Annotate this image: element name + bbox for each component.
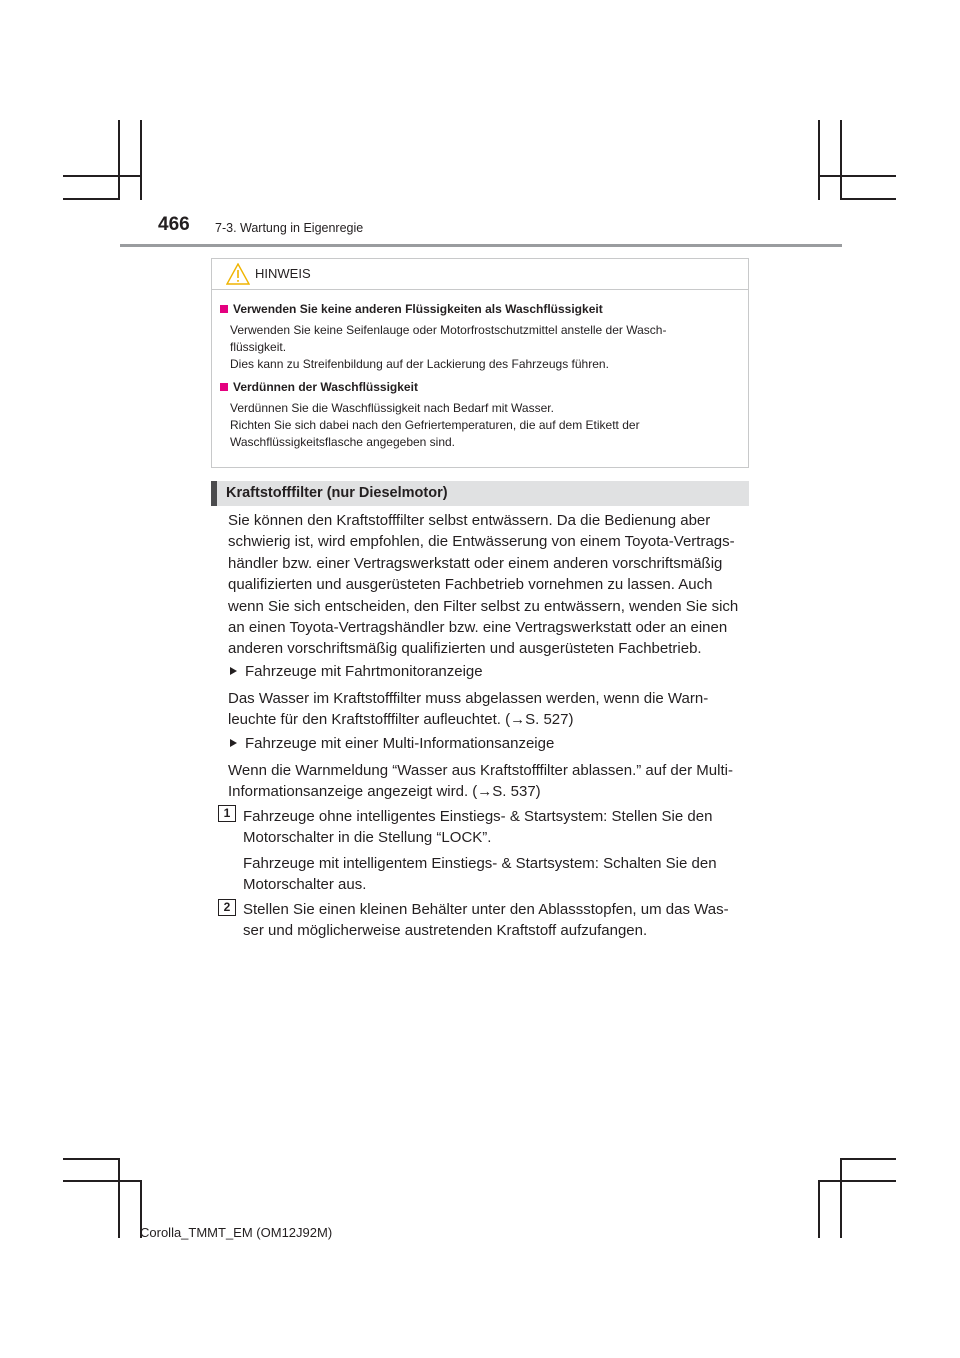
crop-mark (63, 198, 119, 200)
intro-line: Sie können den Kraftstofffilter selbst entwässern. Da die Bedienung aber (228, 512, 711, 529)
step-text: Motorschalter in die Stellung “LOCK”. (243, 829, 492, 847)
bullet-text: leuchte für den Kraftstofffilter aufleuchtet. (→S. 527) (228, 711, 574, 729)
intro-line: schwierig ist, wird empfohlen, die Entwässerung von einem Toyota-Vertrags- (228, 533, 735, 551)
crop-mark (118, 1158, 120, 1238)
notice-header (212, 259, 748, 290)
crop-mark (840, 1158, 896, 1160)
crop-mark (818, 1180, 896, 1182)
crop-mark (118, 120, 120, 200)
section-heading-text: Kraftstofffilter (nur Dieselmotor) (226, 485, 448, 501)
section-title: 7-3. Wartung in Eigenregie (215, 221, 364, 235)
notice-box (211, 258, 749, 468)
crop-mark (818, 120, 820, 200)
step-text: Fahrzeuge ohne intelligentes Einstiegs- & Startsystem: Stellen Sie den (243, 808, 713, 825)
notice-item-text: Verwenden Sie keine Seifenlauge oder Motorfrostschutzmittel anstelle der Wasch- (230, 323, 667, 337)
warning-icon (226, 263, 250, 285)
triangle-bullet-icon (230, 739, 237, 747)
header-rule (120, 244, 842, 247)
crop-mark (840, 1158, 842, 1238)
step-text: Motorschalter aus. (243, 876, 367, 894)
step-text: ser und möglicherweise austretenden Kraftstoff aufzufangen. (243, 922, 648, 940)
crop-mark (818, 1180, 820, 1238)
step-number-box: 1 (218, 805, 236, 822)
crop-mark (63, 1158, 119, 1160)
bullet-text: Wenn die Warnmeldung “Wasser aus Kraftstofffilter ablassen.” auf der Multi- (228, 762, 733, 779)
step-text: Fahrzeuge mit intelligentem Einstiegs- & Startsystem: Schalten Sie den (243, 855, 717, 872)
section-heading (211, 481, 749, 506)
intro-line: an einen Toyota-Vertragshändler bzw. eine Vertragswerkstatt oder an einen (228, 619, 728, 636)
bullet-text: Informationsanzeige angezeigt wird. (→S. 537) (228, 783, 541, 801)
notice-item-text: Verdünnen Sie die Waschflüssigkeit nach Bedarf mit Wasser. (230, 401, 554, 415)
bullet-item: Fahrzeuge mit Fahrtmonitoranzeige (228, 663, 483, 680)
notice-item-heading: Verwenden Sie keine anderen Flüssigkeiten als Waschflüssigkeit (220, 302, 603, 316)
crop-mark (63, 1180, 141, 1182)
crop-mark (140, 120, 142, 200)
step-number-box: 2 (218, 899, 236, 916)
intro-line: händler bzw. einer Vertragswerkstatt oder einem anderen vorschriftsmäßig (228, 554, 723, 572)
footer-doc-id: Corolla_TMMT_EM (OM12J92M) (140, 1225, 333, 1240)
triangle-bullet-icon (230, 667, 237, 675)
page-number: 466 (158, 214, 190, 235)
notice-item-text: Dies kann zu Streifenbildung auf der Lackierung des Fahrzeugs führen. (230, 357, 609, 371)
notice-item-text: Richten Sie sich dabei nach den Gefriertemperaturen, die auf dem Etikett der (230, 418, 640, 432)
crop-mark (840, 120, 842, 200)
step-text: Stellen Sie einen kleinen Behälter unter den Ablassstopfen, um das Was- (243, 901, 729, 918)
square-bullet-icon (220, 383, 228, 391)
notice-title: HINWEIS (255, 266, 311, 281)
bullet-item: Fahrzeuge mit einer Multi-Informationsanzeige (228, 735, 554, 752)
square-bullet-icon (220, 305, 228, 313)
notice-item-text: Waschflüssigkeitsflasche angegeben sind. (230, 435, 456, 449)
crop-mark (840, 198, 896, 200)
intro-line: wenn Sie sich entscheiden, den Filter selbst zu entwässern, wenden Sie sich (228, 597, 739, 615)
crop-mark (63, 175, 141, 177)
bullet-text: Das Wasser im Kraftstofffilter muss abgelassen werden, wenn die Warn- (228, 690, 709, 707)
intro-line: anderen vorschriftsmäßig qualifizierten und ausgerüsteten Fachbetrieb. (228, 640, 702, 658)
intro-line: qualifizierten und ausgerüsteten Fachbetrieb vornehmen zu lassen. Auch (228, 576, 713, 594)
crop-mark (818, 175, 896, 177)
heading-bar (211, 481, 217, 506)
notice-item-heading: Verdünnen der Waschflüssigkeit (220, 380, 418, 394)
notice-item-text: flüssigkeit. (230, 340, 287, 354)
